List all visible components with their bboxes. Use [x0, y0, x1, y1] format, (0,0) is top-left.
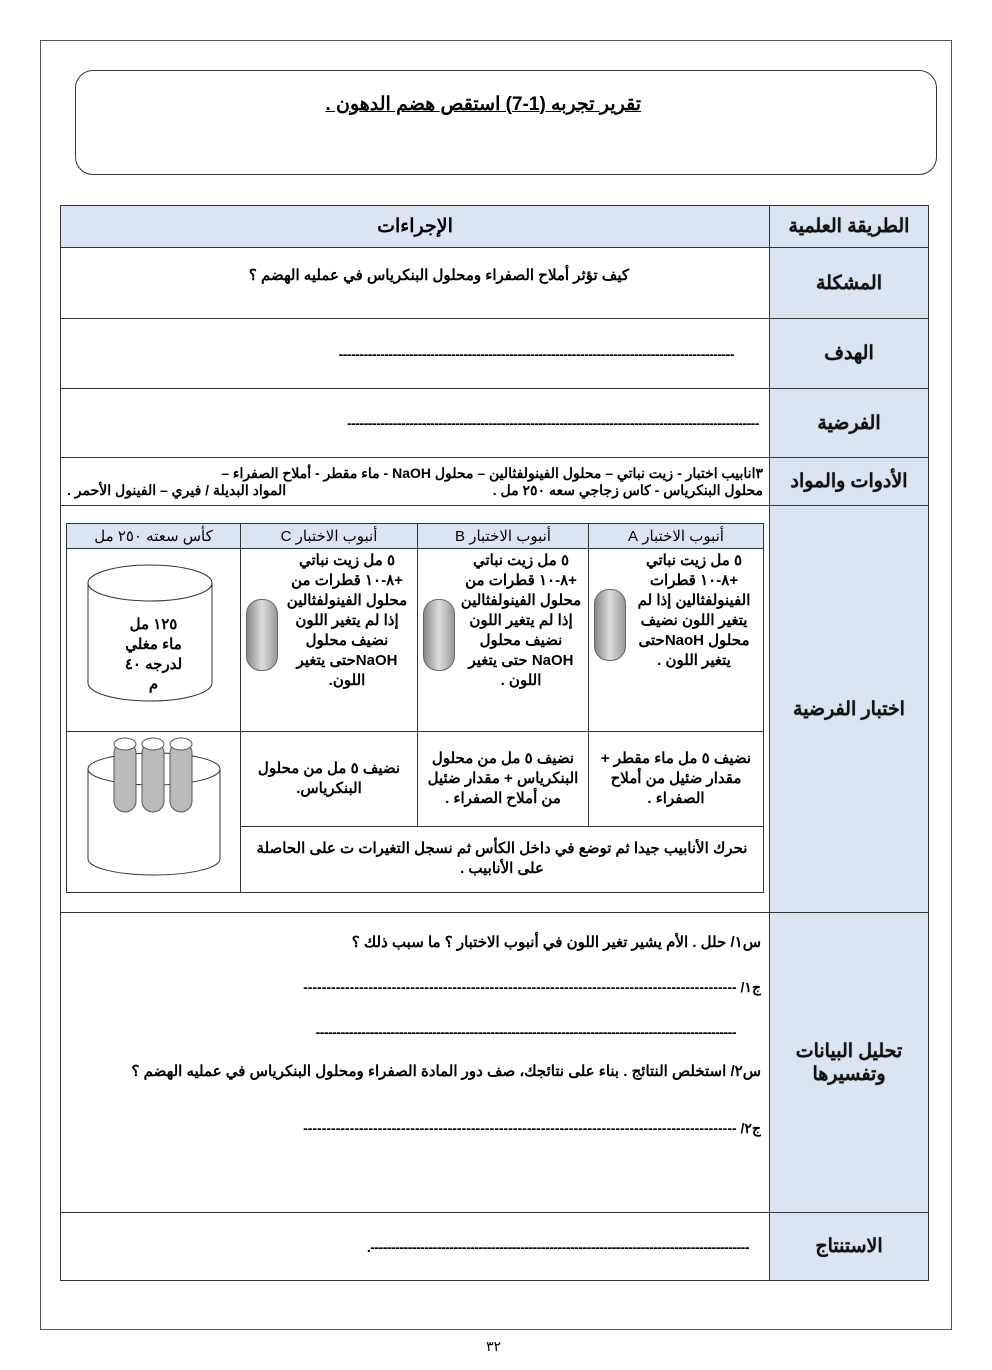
test-cell — [61, 506, 770, 913]
test-label: اختبار الفرضية — [770, 506, 929, 913]
test-tube-icon — [246, 599, 278, 671]
title-box — [75, 70, 937, 175]
conclusion-label: الاستنتاج — [770, 1213, 929, 1281]
header-tube-c: أنبوب الاختبار C — [241, 524, 418, 549]
tube-b-step-1: ٥ مل زيت نباتي +٨-١٠ قطرات من محلول الفينولفثالين إذا لم يتغير اللون نضيف محلول NaOH حتى يتغير اللون . — [460, 552, 582, 689]
problem-label: المشكلة — [770, 248, 929, 319]
header-beaker: كأس سعته ٢٥٠ مل — [67, 524, 241, 549]
tube-a-step-1: ٥ مل زيت نباتي +٨-١٠ قطرات الفينولفثالين إذا لم يتغير اللون نضيف محلول NaoHحتى يتغير اللون . — [637, 552, 751, 669]
hypothesis-cell — [61, 389, 770, 458]
tube-c-step-1: ٥ مل زيت نباتي +٨-١٠ قطرات من محلول الفينولفثالين إذا لم يتغير اللون نضيف محلول NaOHحتى يتغير اللون. — [286, 552, 408, 689]
tools-label: الأدوات والمواد — [770, 458, 929, 506]
goal-answer-line[interactable]: ----------------------------------------------------------------------------------------------- — [338, 345, 734, 362]
report-title: تقرير تجربه (1-7) استقص هضم الدهون . — [325, 94, 641, 115]
tools-alternatives: المواد البديلة / فيري – الفينول الأحمر . — [67, 481, 287, 498]
problem-text: كيف تؤثر أملاح الصفراء ومحلول البنكرياس في عمليه الهضم ؟ — [248, 267, 629, 284]
question-1: س١/ حلل . الأم يشير تغير اللون في أنبوب الاختبار ؟ ما سبب ذلك ؟ — [351, 934, 761, 951]
report-table — [60, 205, 929, 1281]
goal-label: الهدف — [770, 319, 929, 389]
final-step: نحرك الأنابيب جيدا ثم توضع في داخل الكأس ثم نسجل التغيرات ت على الحاصلة على الأنابيب . — [241, 826, 764, 892]
tools-line-2: محلول البنكرياس - كاس زجاجي سعه ٢٥٠ مل . — [492, 481, 763, 498]
hypothesis-answer-line[interactable]: --------------------------------------------------------------------------------------------------- — [346, 415, 759, 431]
goal-cell — [61, 319, 770, 389]
conclusion-answer-line[interactable]: -------------------------------------------------------------------------------------------. — [366, 1238, 749, 1255]
answer-1-line[interactable]: ج١/ --------------------------------------------------------------------------------------------- — [303, 979, 761, 995]
tools-cell — [61, 458, 770, 506]
test-tube-icon — [423, 599, 455, 671]
test-tube-icon — [594, 589, 626, 661]
tube-a-step-2: نضيف ٥ مل ماء مقطر + مقدار ضئيل من أملاح الصفراء . — [589, 732, 764, 827]
tube-b-step-2: نضيف ٥ مل من محلول البنكرياس + مقدار ضئيل من أملاح الصفراء . — [418, 732, 589, 827]
page-number: ٣٢ — [486, 1338, 502, 1354]
header-procedures: الإجراءات — [61, 206, 770, 248]
hypothesis-label: الفرضية — [770, 389, 929, 458]
answer-1-line-2[interactable]: ----------------------------------------------------------------------------------------------------- — [315, 1024, 736, 1040]
tools-line-1: ٣انابيب اختبار - زيت نباتي – محلول الفينولفثالين – محلول NaOH - ماء مقطر - أملاح الصفراء – — [221, 464, 763, 481]
beaker-content: ١٢٥ مل ماء مغلي لدرجه ٤٠ م — [124, 616, 183, 693]
answer-2-line[interactable]: ج٢/ --------------------------------------------------------------------------------------------- — [303, 1120, 761, 1136]
header-tube-b: أنبوب الاختبار B — [418, 524, 589, 549]
experiment-table — [66, 523, 764, 893]
header-method: الطريقة العلمية — [770, 206, 929, 248]
analysis-label: تحليل البيانات وتفسيرها — [770, 913, 929, 1213]
beaker-with-tubes-icon — [79, 734, 229, 884]
header-tube-a: أنبوب الاختبار A — [589, 524, 764, 549]
problem-cell — [61, 248, 770, 319]
analysis-cell — [61, 913, 770, 1213]
question-2: س٢/ استخلص النتائج . بناء على نتائجك، صف دور المادة الصفراء ومحلول البنكرياس في عمليه الهضم ؟ — [131, 1063, 761, 1080]
tube-c-step-2: نضيف ٥ مل من محلول البنكرياس. — [241, 732, 418, 827]
conclusion-cell — [61, 1213, 770, 1281]
